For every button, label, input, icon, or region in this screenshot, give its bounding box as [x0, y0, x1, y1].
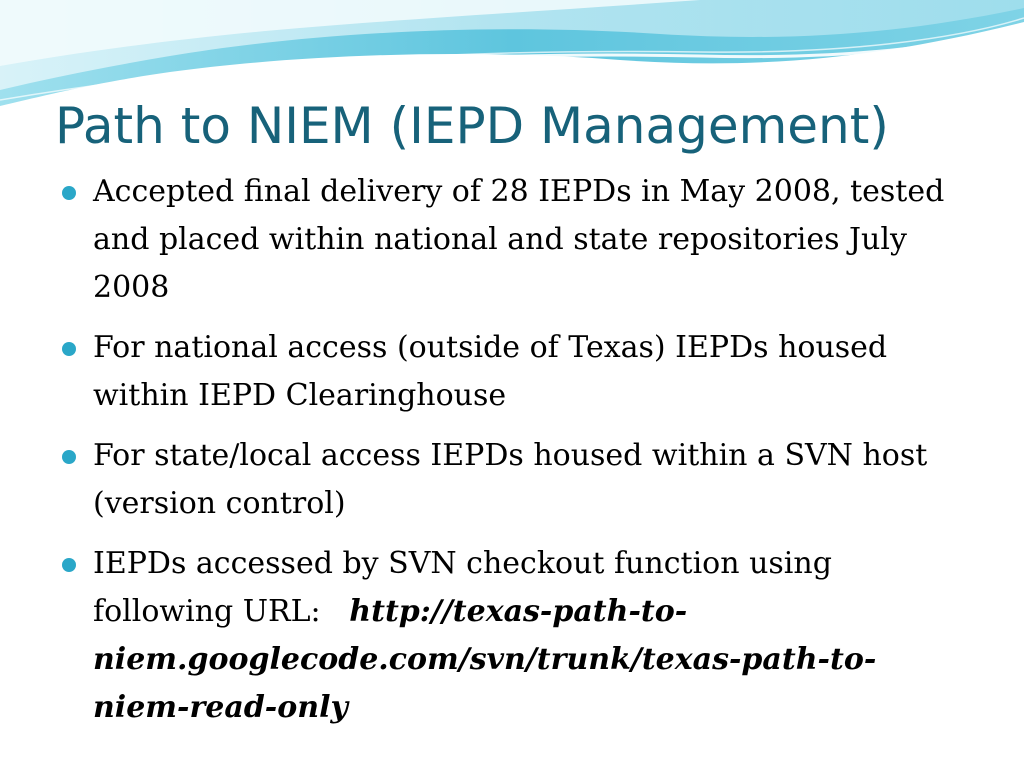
circle-bullet-icon	[62, 342, 76, 356]
bullet-item-delivery	[60, 168, 960, 312]
bullet-text: For national access (outside of Texas) IEPDs housed within IEPD Clearinghouse	[93, 330, 888, 413]
bullet-text: Accepted final delivery of 28 IEPDs in May 2008, tested and placed within national and state repositories July 2008	[93, 174, 945, 305]
slide-title: Path to NIEM (IEPD Management)	[55, 97, 889, 155]
bullet-item-national-access	[60, 324, 960, 420]
bullet-item-svn-checkout	[60, 540, 960, 732]
bullet-item-state-access	[60, 432, 960, 528]
circle-bullet-icon	[62, 558, 76, 572]
circle-bullet-icon	[62, 450, 76, 464]
circle-bullet-icon	[62, 186, 76, 200]
bullet-text: For state/local access IEPDs housed within a SVN host (version control)	[93, 438, 928, 521]
bullet-text: IEPDs accessed by SVN checkout function using following URL:	[93, 546, 832, 629]
svn-url-link[interactable]: http://texas-path-to-niem.googlecode.com/svn/trunk/texas-path-to-niem-read-only	[93, 594, 877, 725]
bullet-list	[60, 168, 960, 744]
